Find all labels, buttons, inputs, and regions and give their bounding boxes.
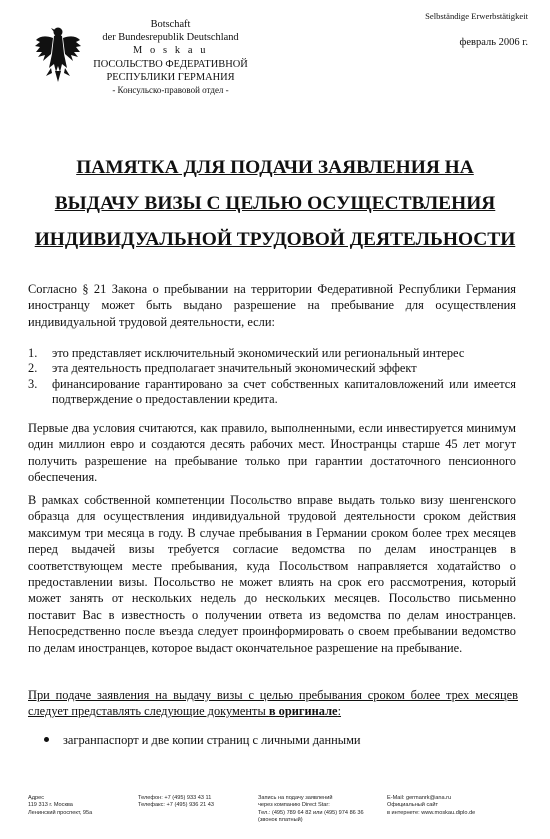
documents-intro-end: : — [337, 704, 342, 719]
footer-fax: Телефакс: +7 (495) 936 21 43 — [138, 802, 214, 809]
footer-web — [387, 795, 475, 817]
footer-phones — [138, 795, 214, 810]
list-item — [28, 377, 516, 408]
footer-site-url: в интернете: www.moskau.diplo.de — [387, 809, 476, 816]
list-item-text: эта деятельность предполагает значительный экономический эффект — [52, 361, 417, 376]
intro-paragraph: Согласно § 21 Закона о пребывании на территории Федеративной Республики Германия иностранцу может быть выдано разрешение на пребывание для осуществления индивидуальной трудовой деятельности, если: — [28, 282, 516, 329]
conditions-list — [28, 346, 516, 407]
footer-appointment-note: (звонок платный) — [258, 817, 303, 824]
footer-appointment-line: через компанию Direct Star: — [258, 802, 330, 809]
footer-address-city: 119 313 г. Москва — [28, 802, 73, 809]
title-line-3: ИНДИВИДУАЛЬНОЙ ТРУДОВОЙ ДЕЯТЕЛЬНОСТИ — [34, 229, 516, 250]
embassy-line-de-2: der Bundesrepublik Deutschland — [102, 32, 239, 44]
embassy-line-ru-2: РЕСПУБЛИКИ ГЕРМАНИЯ — [106, 71, 235, 83]
embassy-line-de-1: Botschaft — [150, 19, 191, 30]
footer-appointment-phones: Тел.: (495) 789 64 82 или (495) 974 86 36 — [258, 809, 364, 816]
list-item-number: 2. — [28, 361, 38, 376]
list-item-number: 1. — [28, 346, 38, 360]
list-item — [28, 346, 516, 361]
competence-paragraph: В рамках собственной компетенции Посольство вправе выдать только визу шенгенского образца для осуществления индивидуальной трудовой деятельности сроком действия максимум три месяца в году. В случае пребывания в Германии сроком более трех месяцев перед выдачей визы требуется согласие ведомства по делам иностранцев в соответствующем месте пребывания, куда Посольством направляется ходатайство о предоставлении визы. Посольство не может влиять на срок его рассмотрения, который может занять от нескольких недель до нескольких месяцев. Посольство письменно поставит Вас в известность о получении ответа из ведомства по делам иностранцев. Непосредственно после въезда следует проинформировать о своем пребывании ведомство по делам иностранцев, которое выдаст окончательное разрешение на пребывание. — [28, 493, 516, 655]
investment-paragraph: Первые два условия считаются, как правило, выполненными, если инвестируется минимум один миллион евро и создаются десять рабочих мест. Иностранцы старше 45 лет могут получить разрешение на пребывание только при гарантии достаточного пенсионного обеспечения. — [28, 421, 516, 485]
bullet-icon — [44, 737, 49, 742]
footer-appointment-line: Запись на подачу заявлений — [258, 795, 333, 801]
embassy-name-block — [88, 18, 253, 97]
list-item-number: 3. — [28, 376, 38, 391]
title-line-2: ВЫДАЧУ ВИЗЫ С ЦЕЛЬЮ ОСУЩЕСТВЛЕНИЯ — [54, 193, 496, 214]
documents-intro-bold: в оригинале — [268, 704, 338, 719]
document-date: февраль 2006 г. — [459, 37, 528, 48]
documents-intro — [28, 687, 518, 720]
embassy-line-ru-1: ПОСОЛЬСТВО ФЕДЕРАТИВНОЙ — [93, 58, 248, 70]
title-line-1: ПАМЯТКА ДЛЯ ПОДАЧИ ЗАЯВЛЕНИЯ НА — [76, 157, 474, 178]
documents-intro-text: При подаче заявления на выдачу визы с целью пребывания сроком более трех месяцев следует представлять следующие документы — [28, 688, 518, 719]
page-title — [20, 150, 530, 258]
german-eagle-icon — [34, 24, 82, 84]
footer-site-label: Официальный сайт — [387, 802, 439, 809]
document-category: Selbständige Erwerbstätigkeit — [425, 11, 528, 21]
footer-email: E-Mail: germanrk@ana.ru — [387, 795, 452, 801]
documents-list-item-text: загранпаспорт и две копии страниц с личными данными — [63, 733, 361, 747]
footer-address-street: Ленинский проспект, 95а — [28, 809, 93, 816]
list-item — [28, 361, 516, 376]
documents-list-item — [44, 733, 361, 748]
footer-phone: Телефон: +7 (495) 933 43 11 — [138, 795, 212, 801]
embassy-department: - Консульско-правовой отдел - — [112, 85, 229, 96]
list-item-text: финансирование гарантировано за счет собственных капиталовложений или имеется подтверждение о предоставлении кредита. — [52, 376, 516, 406]
list-item-text: это представляет исключительный экономический или региональный интерес — [52, 346, 465, 360]
footer-address-label: Адрес — [28, 795, 45, 801]
footer-address — [28, 795, 92, 817]
embassy-line-city: M o s k a u — [132, 45, 209, 57]
footer-appointment — [258, 795, 364, 825]
